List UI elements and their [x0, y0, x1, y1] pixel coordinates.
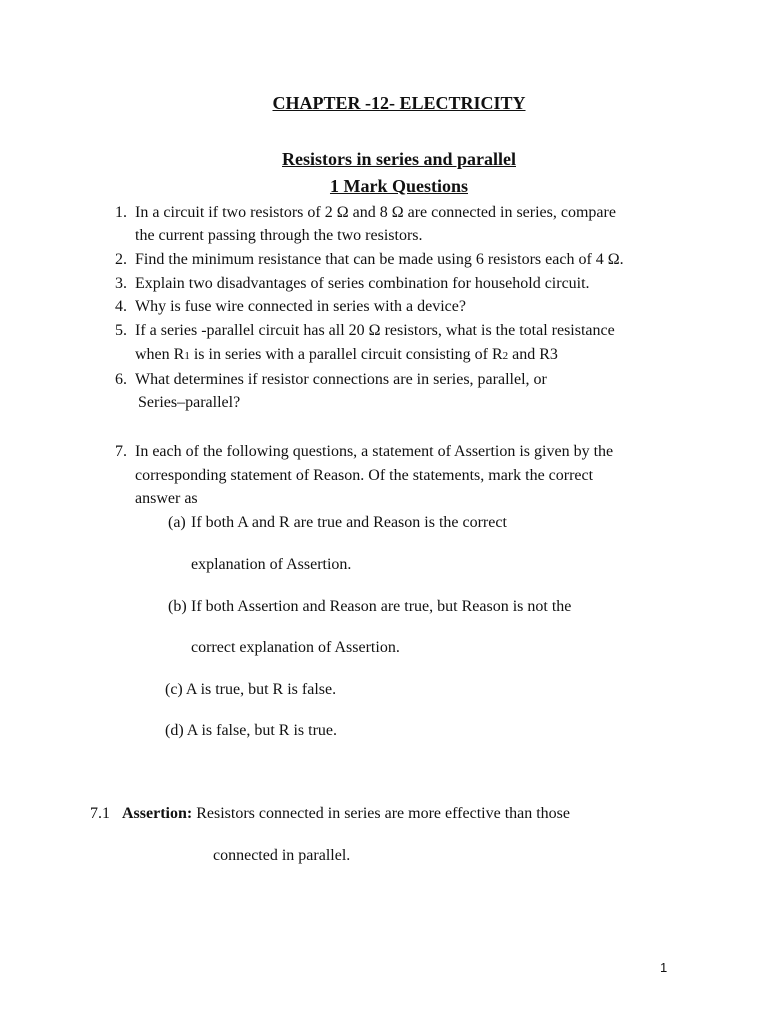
page-number: 1 — [660, 960, 668, 975]
question-number: 5. — [115, 322, 127, 339]
option-text: explanation of Assertion. — [191, 556, 352, 573]
question-text: Series–parallel? — [138, 394, 241, 411]
assertion-number: 7.1 — [90, 805, 110, 822]
question-number: 7. — [115, 443, 127, 460]
option-label: (a) — [168, 514, 186, 531]
option-text: A is true, but R is false. — [185, 681, 337, 698]
question-text — [135, 345, 558, 366]
question-text: the current passing through the two resistors. — [135, 227, 423, 244]
question-text: In a circuit if two resistors of 2 Ω and 8 Ω are connected in series, compare — [135, 204, 616, 221]
question-text: In each of the following questions, a statement of Assertion is given by the — [135, 443, 614, 460]
text-run: is in series with a parallel circuit consisting of R — [189, 346, 503, 363]
assertion-item — [90, 804, 570, 824]
subscript: 1 — [184, 350, 190, 362]
question-text: Explain two disadvantages of series combination for household circuit. — [135, 275, 590, 292]
option-label: (d) — [165, 722, 184, 739]
option-text: correct explanation of Assertion. — [191, 639, 400, 656]
question-number: 2. — [115, 251, 127, 268]
assertion-text: connected in parallel. — [213, 847, 351, 864]
question-number: 3. — [115, 275, 127, 292]
option-text: If both A and R are true and Reason is the correct — [191, 514, 507, 531]
question-text: answer as — [135, 490, 198, 507]
chapter-title: CHAPTER -12- ELECTRICITY — [272, 93, 526, 113]
subsection-title: 1 Mark Questions — [329, 176, 468, 196]
option-label: (c) — [165, 681, 183, 698]
option-text: If both Assertion and Reason are true, but Reason is not the — [191, 598, 572, 615]
assertion-label: Assertion: — [122, 805, 193, 822]
section-title: Resistors in series and parallel — [282, 149, 516, 169]
question-text: If a series -parallel circuit has all 20 Ω resistors, what is the total resistance — [135, 322, 615, 339]
question-number: 4. — [115, 298, 127, 315]
text-run: and R3 — [508, 346, 558, 363]
subscript: 2 — [502, 350, 509, 362]
option-text: A is false, but R is true. — [186, 722, 337, 739]
assertion-text: Resistors connected in series are more effective than those — [196, 805, 571, 822]
option-item — [165, 680, 336, 700]
text-run: when R — [135, 346, 185, 363]
question-text: Why is fuse wire connected in series with a device? — [135, 298, 466, 315]
question-text: corresponding statement of Reason. Of the statements, mark the correct — [135, 467, 594, 484]
option-label: (b) — [168, 598, 187, 615]
option-item — [165, 721, 337, 741]
question-number: 1. — [115, 204, 127, 221]
question-number: 6. — [115, 371, 127, 388]
question-text: What determines if resistor connections are in series, parallel, or — [135, 371, 547, 388]
question-text: Find the minimum resistance that can be made using 6 resistors each of 4 Ω. — [135, 251, 624, 268]
